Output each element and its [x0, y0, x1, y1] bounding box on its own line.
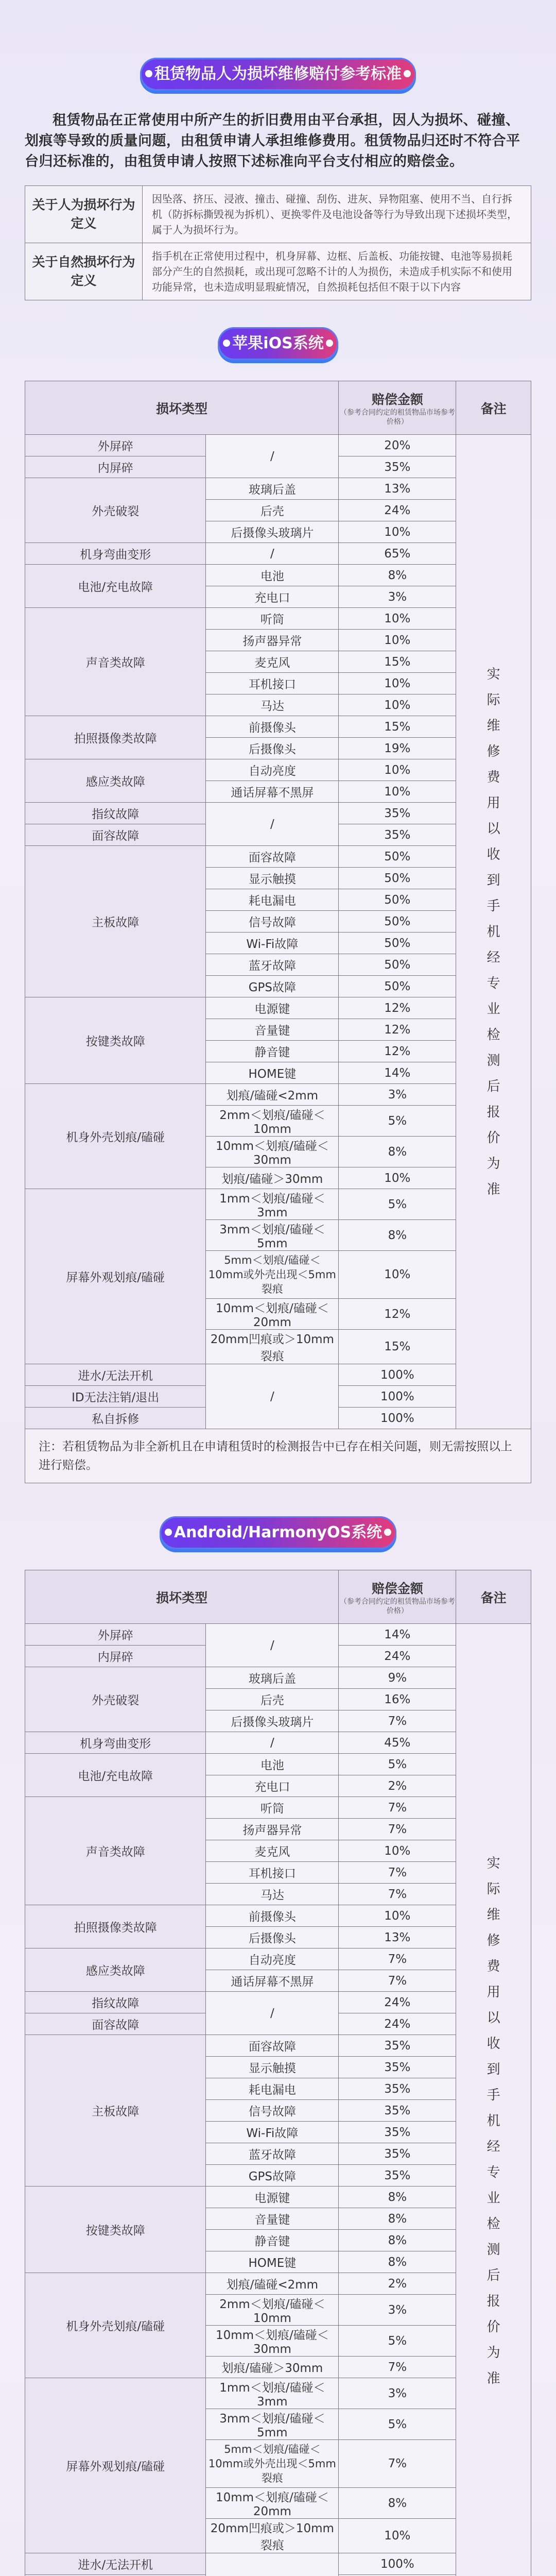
compensation-percent: 50%: [339, 868, 456, 889]
definition-key: 关于人为损坏行为定义: [25, 186, 143, 243]
damage-subtype: /: [206, 1732, 339, 1754]
table-row: [25, 846, 531, 868]
damage-subtype: 3mm＜划痕/磕碰＜5mm: [206, 1220, 339, 1251]
damage-subtype: 面容故障: [206, 846, 339, 868]
damage-category: 外屏碎: [25, 435, 206, 456]
header-note: 备注: [456, 381, 531, 435]
damage-category: 屏幕外观划痕/磕碰: [25, 2378, 206, 2553]
compensation-percent: 14%: [339, 1624, 456, 1646]
compensation-percent: 5%: [339, 1754, 456, 1775]
damage-subtype: 3mm＜划痕/磕碰＜5mm: [206, 2409, 339, 2440]
damage-category: 机身弯曲变形: [25, 543, 206, 565]
damage-subtype: Wi-Fi故障: [206, 2122, 339, 2143]
damage-subtype: 1mm＜划痕/磕碰＜3mm: [206, 1189, 339, 1220]
compensation-percent: 35%: [339, 2122, 456, 2143]
damage-subtype: 划痕/磕碰<2mm: [206, 2273, 339, 2295]
table-row: [25, 716, 531, 738]
header-amount-sub: （参考合同约定的租赁物品市场参考价格）: [339, 1597, 455, 1615]
android-section-title: Android/HarmonyOS系统: [160, 1516, 396, 1549]
table-footnote: 注：若租赁物品为非全新机且在申请租赁时的检测报告中已存在相关问题，则无需按照以上进行赔偿。: [25, 1429, 531, 1483]
damage-subtype: 耗电漏电: [206, 889, 339, 911]
damage-subtype: 2mm＜划痕/磕碰＜10mm: [206, 2295, 339, 2326]
compensation-percent: 10%: [339, 673, 456, 694]
compensation-percent: 50%: [339, 954, 456, 976]
damage-subtype-none: /: [206, 1364, 339, 1429]
compensation-percent: 19%: [339, 738, 456, 759]
compensation-percent: 10%: [339, 781, 456, 803]
compensation-percent: 8%: [339, 1137, 456, 1167]
compensation-percent: 7%: [339, 1970, 456, 1992]
damage-subtype: GPS故障: [206, 2165, 339, 2187]
damage-subtype: 电源键: [206, 997, 339, 1019]
damage-category: 私自拆修: [25, 1408, 206, 1429]
compensation-percent: 100%: [339, 1364, 456, 1386]
damage-subtype: 自动亮度: [206, 1948, 339, 1970]
remark-text: 实际维修费用以收到手机经专业检测后报价为准: [486, 666, 500, 1197]
damage-subtype-none: [206, 2553, 339, 2576]
damage-subtype: 后壳: [206, 500, 339, 521]
header-amount-label: 赔偿金额: [371, 1581, 423, 1596]
damage-category: 进水/无法开机: [25, 2553, 206, 2575]
compensation-percent: 8%: [339, 2488, 456, 2519]
definition-table: [25, 185, 531, 300]
damage-subtype: 显示触摸: [206, 868, 339, 889]
table-row: [25, 1364, 531, 1386]
damage-subtype: 信号故障: [206, 2100, 339, 2122]
table-row: [25, 1992, 531, 2013]
ios-price-table-wrap: [25, 381, 531, 1483]
damage-category: 内屏碎: [25, 456, 206, 478]
compensation-percent: 10%: [339, 1167, 456, 1189]
compensation-percent: 24%: [339, 2013, 456, 2035]
damage-category: 面容故障: [25, 2013, 206, 2035]
damage-subtype: 音量键: [206, 1019, 339, 1041]
compensation-percent: 10%: [339, 608, 456, 630]
damage-subtype: 显示触摸: [206, 2057, 339, 2078]
damage-category: 电池/充电故障: [25, 565, 206, 608]
compensation-percent: 7%: [339, 1710, 456, 1732]
damage-subtype: 通话屏幕不黑屏: [206, 781, 339, 803]
damage-subtype: 蓝牙故障: [206, 2143, 339, 2165]
damage-subtype: 20mm凹痕或＞10mm裂痕: [206, 1330, 339, 1364]
table-row: [25, 435, 531, 456]
damage-subtype: 划痕/磕碰＞30mm: [206, 2357, 339, 2378]
compensation-percent: 7%: [339, 2440, 456, 2488]
table-row: [25, 759, 531, 781]
table-row: [25, 997, 531, 1019]
compensation-percent: 35%: [339, 2078, 456, 2100]
damage-category: 拍照摄像类故障: [25, 716, 206, 759]
table-header-row: [25, 1570, 531, 1624]
damage-subtype: 后壳: [206, 1689, 339, 1710]
compensation-percent: 10%: [339, 2519, 456, 2553]
table-row: [25, 608, 531, 630]
definition-row: [25, 186, 531, 243]
damage-category: 内屏碎: [25, 1646, 206, 1667]
compensation-percent: 8%: [339, 1220, 456, 1251]
table-row: [25, 478, 531, 500]
damage-category: 外壳破裂: [25, 478, 206, 543]
compensation-percent: 3%: [339, 2378, 456, 2409]
damage-category: 机身外壳划痕/磕碰: [25, 2273, 206, 2378]
table-row: [25, 1948, 531, 1970]
definition-value: 指手机在正常使用过程中，机身屏幕、边框、后盖板、功能按键、电池等易损耗部分产生的自然损耗，或出现可忽略不计的人为损伤，未造成手机实际不和使用功能异常，也未造成明显瑕疵情况，自然损耗包括但不限于以下内容: [143, 243, 531, 300]
compensation-percent: 15%: [339, 716, 456, 738]
damage-subtype: 前摄像头: [206, 716, 339, 738]
damage-subtype: HOME键: [206, 2251, 339, 2273]
damage-subtype: 充电口: [206, 1775, 339, 1797]
compensation-percent: 24%: [339, 1646, 456, 1667]
compensation-percent: 5%: [339, 1106, 456, 1137]
damage-subtype: 5mm＜划痕/磕碰＜10mm或外壳出现＜5mm裂痕: [206, 1251, 339, 1299]
table-row: [25, 1667, 531, 1689]
damage-subtype-none: /: [206, 803, 339, 846]
compensation-percent: 35%: [339, 2165, 456, 2187]
compensation-percent: 10%: [339, 759, 456, 781]
damage-subtype: 静音键: [206, 2230, 339, 2251]
damage-subtype: 听筒: [206, 608, 339, 630]
header-amount: [339, 1570, 456, 1624]
damage-category: 主板故障: [25, 2035, 206, 2187]
damage-subtype: 充电口: [206, 586, 339, 608]
compensation-percent: 10%: [339, 521, 456, 543]
header-note: 备注: [456, 1570, 531, 1624]
damage-subtype: 扬声器异常: [206, 1819, 339, 1840]
table-row: [25, 2378, 531, 2409]
compensation-percent: 7%: [339, 1862, 456, 1884]
definition-row: [25, 243, 531, 300]
table-row: [25, 2035, 531, 2057]
intro-paragraph: 租赁物品在正常使用中所产生的折旧费用由平台承担，因人为损坏、碰撞、划痕等导致的质量问题，由租赁申请人承担维修费用。租赁物品归还时不符合平台归还标准的，由租赁申请人按照下述标准向平台支付相应的赔偿金。: [25, 112, 520, 170]
damage-category: 电池/充电故障: [25, 1754, 206, 1797]
header-damage-type: 损坏类型: [25, 381, 339, 435]
damage-subtype: 玻璃后盖: [206, 478, 339, 500]
damage-category: 指纹故障: [25, 1992, 206, 2013]
compensation-percent: 50%: [339, 933, 456, 954]
damage-category: 主板故障: [25, 846, 206, 997]
damage-subtype: 后摄像头: [206, 738, 339, 759]
compensation-percent: 2%: [339, 2273, 456, 2295]
android-price-table: [25, 1570, 531, 2576]
compensation-percent: 24%: [339, 1992, 456, 2013]
table-row: [25, 2553, 531, 2575]
compensation-percent: 100%: [339, 2553, 456, 2575]
compensation-percent: 50%: [339, 889, 456, 911]
compensation-percent: 35%: [339, 456, 456, 478]
compensation-percent: 35%: [339, 824, 456, 846]
ios-section-title: 苹果iOS系统: [218, 327, 338, 360]
compensation-percent: 13%: [339, 478, 456, 500]
compensation-percent: 14%: [339, 1062, 456, 1084]
damage-category: 机身外壳划痕/磕碰: [25, 1084, 206, 1189]
damage-category: 感应类故障: [25, 759, 206, 803]
header-amount: [339, 381, 456, 435]
header-amount-sub: （参考合同约定的租赁物品市场参考价格）: [339, 408, 455, 426]
damage-subtype: 面容故障: [206, 2035, 339, 2057]
damage-subtype: 1mm＜划痕/磕碰＜3mm: [206, 2378, 339, 2409]
compensation-percent: 35%: [339, 2100, 456, 2122]
damage-category: 屏幕外观划痕/磕碰: [25, 1189, 206, 1364]
remark-column: [456, 1624, 531, 2576]
compensation-percent: 45%: [339, 1732, 456, 1754]
header-damage-type: 损坏类型: [25, 1570, 339, 1624]
table-row: [25, 1797, 531, 1819]
table-row: [25, 1189, 531, 1220]
damage-category: 机身弯曲变形: [25, 1732, 206, 1754]
damage-category: ID无法注销/退出: [25, 1386, 206, 1408]
android-price-table-wrap: [25, 1570, 531, 2576]
damage-subtype: 麦克风: [206, 1840, 339, 1862]
damage-subtype: 扬声器异常: [206, 630, 339, 651]
damage-subtype: HOME键: [206, 1062, 339, 1084]
ios-price-table: [25, 381, 531, 1429]
compensation-percent: 100%: [339, 1408, 456, 1429]
damage-category: 指纹故障: [25, 803, 206, 824]
compensation-percent: 100%: [339, 1386, 456, 1408]
damage-subtype: 耳机接口: [206, 673, 339, 694]
damage-category: 按键类故障: [25, 2187, 206, 2273]
damage-subtype: 划痕/磕碰<2mm: [206, 1084, 339, 1106]
compensation-percent: 35%: [339, 2035, 456, 2057]
damage-subtype: 电池: [206, 1754, 339, 1775]
damage-category: 面容故障: [25, 824, 206, 846]
compensation-percent: 50%: [339, 976, 456, 997]
compensation-percent: 35%: [339, 2057, 456, 2078]
compensation-percent: 10%: [339, 1840, 456, 1862]
compensation-percent: 12%: [339, 997, 456, 1019]
compensation-percent: 12%: [339, 1299, 456, 1330]
compensation-percent: 8%: [339, 565, 456, 586]
compensation-percent: 7%: [339, 1797, 456, 1819]
damage-subtype-none: /: [206, 1992, 339, 2035]
damage-subtype: 20mm凹痕或＞10mm裂痕: [206, 2519, 339, 2553]
compensation-percent: 15%: [339, 1330, 456, 1364]
damage-subtype: 划痕/磕碰＞30mm: [206, 1167, 339, 1189]
compensation-percent: 10%: [339, 1905, 456, 1927]
table-row: [25, 2187, 531, 2208]
damage-category: 外屏碎: [25, 1624, 206, 1646]
compensation-percent: 7%: [339, 1948, 456, 1970]
damage-subtype: 蓝牙故障: [206, 954, 339, 976]
compensation-percent: 35%: [339, 803, 456, 824]
damage-subtype: 马达: [206, 1884, 339, 1905]
definition-value: 因坠落、挤压、浸液、撞击、碰撞、刮伤、进灰、异物阻塞、使用不当、自行拆机（防拆标撕毁视为拆机）、更换零件及电池设备等行为导致出现下述损坏类型，属于人为损坏行为。: [143, 186, 531, 243]
compensation-percent: 24%: [339, 500, 456, 521]
compensation-percent: 7%: [339, 1884, 456, 1905]
damage-subtype: 电池: [206, 565, 339, 586]
compensation-percent: 12%: [339, 1041, 456, 1062]
compensation-percent: 7%: [339, 2357, 456, 2378]
damage-subtype: 马达: [206, 694, 339, 716]
compensation-percent: 3%: [339, 1084, 456, 1106]
damage-subtype: 音量键: [206, 2208, 339, 2230]
compensation-percent: 5%: [339, 1189, 456, 1220]
table-row: [25, 565, 531, 586]
header-amount-label: 赔偿金额: [371, 392, 423, 407]
damage-category: 感应类故障: [25, 1948, 206, 1992]
compensation-percent: 8%: [339, 2251, 456, 2273]
compensation-percent: 2%: [339, 1775, 456, 1797]
damage-category: 进水/无法开机: [25, 1364, 206, 1386]
table-row: [25, 1905, 531, 1927]
compensation-percent: 65%: [339, 543, 456, 565]
table-row: [25, 1084, 531, 1106]
compensation-percent: 3%: [339, 2295, 456, 2326]
compensation-percent: 35%: [339, 2143, 456, 2165]
damage-category: 按键类故障: [25, 997, 206, 1084]
compensation-percent: 12%: [339, 1019, 456, 1041]
damage-subtype: 自动亮度: [206, 759, 339, 781]
damage-subtype-none: /: [206, 435, 339, 478]
compensation-percent: 50%: [339, 911, 456, 933]
damage-subtype-none: /: [206, 1624, 339, 1667]
damage-subtype: /: [206, 543, 339, 565]
damage-subtype: 玻璃后盖: [206, 1667, 339, 1689]
damage-subtype: 10mm＜划痕/磕碰＜20mm: [206, 1299, 339, 1330]
compensation-percent: 8%: [339, 2187, 456, 2208]
damage-subtype: 通话屏幕不黑屏: [206, 1970, 339, 1992]
compensation-percent: 20%: [339, 435, 456, 456]
compensation-percent: 13%: [339, 1927, 456, 1948]
damage-subtype: 10mm＜划痕/磕碰＜20mm: [206, 2488, 339, 2519]
table-row: [25, 1732, 531, 1754]
compensation-percent: 8%: [339, 2208, 456, 2230]
compensation-percent: 8%: [339, 2230, 456, 2251]
damage-subtype: 2mm＜划痕/磕碰＜10mm: [206, 1106, 339, 1137]
damage-subtype: 10mm＜划痕/磕碰＜30mm: [206, 2326, 339, 2357]
damage-category: 声音类故障: [25, 1797, 206, 1905]
compensation-percent: 16%: [339, 1689, 456, 1710]
damage-subtype: 后摄像头: [206, 1927, 339, 1948]
compensation-percent: 15%: [339, 651, 456, 673]
table-header-row: [25, 381, 531, 435]
compensation-percent: 5%: [339, 2326, 456, 2357]
damage-subtype: 10mm＜划痕/磕碰＜30mm: [206, 1137, 339, 1167]
remark-text: 实际维修费用以收到手机经专业检测后报价为准: [486, 1855, 500, 2386]
damage-subtype: 听筒: [206, 1797, 339, 1819]
compensation-percent: 10%: [339, 1251, 456, 1299]
table-row: [25, 543, 531, 565]
damage-category: 拍照摄像类故障: [25, 1905, 206, 1948]
damage-subtype: 耳机接口: [206, 1862, 339, 1884]
compensation-percent: 10%: [339, 694, 456, 716]
damage-subtype: 信号故障: [206, 911, 339, 933]
compensation-percent: 3%: [339, 586, 456, 608]
compensation-percent: 7%: [339, 1819, 456, 1840]
damage-subtype: 前摄像头: [206, 1905, 339, 1927]
damage-subtype: 后摄像头玻璃片: [206, 521, 339, 543]
compensation-percent: 10%: [339, 630, 456, 651]
damage-category: 声音类故障: [25, 608, 206, 716]
table-row: [25, 803, 531, 824]
damage-category: 外壳破裂: [25, 1667, 206, 1732]
damage-subtype: Wi-Fi故障: [206, 933, 339, 954]
table-row: [25, 1754, 531, 1775]
damage-subtype: 电源键: [206, 2187, 339, 2208]
definition-key: 关于自然损坏行为定义: [25, 243, 143, 300]
damage-subtype: 5mm＜划痕/磕碰＜10mm或外壳出现＜5mm裂痕: [206, 2440, 339, 2488]
table-row: [25, 2273, 531, 2295]
damage-subtype: GPS故障: [206, 976, 339, 997]
compensation-percent: 5%: [339, 2409, 456, 2440]
damage-subtype: 麦克风: [206, 651, 339, 673]
page-title: 租赁物品人为损坏维修赔付参考标准: [140, 58, 416, 91]
table-row: [25, 1624, 531, 1646]
damage-subtype: 耗电漏电: [206, 2078, 339, 2100]
compensation-percent: 9%: [339, 1667, 456, 1689]
damage-subtype: 静音键: [206, 1041, 339, 1062]
remark-column: [456, 435, 531, 1429]
damage-subtype: 后摄像头玻璃片: [206, 1710, 339, 1732]
compensation-percent: 50%: [339, 846, 456, 868]
